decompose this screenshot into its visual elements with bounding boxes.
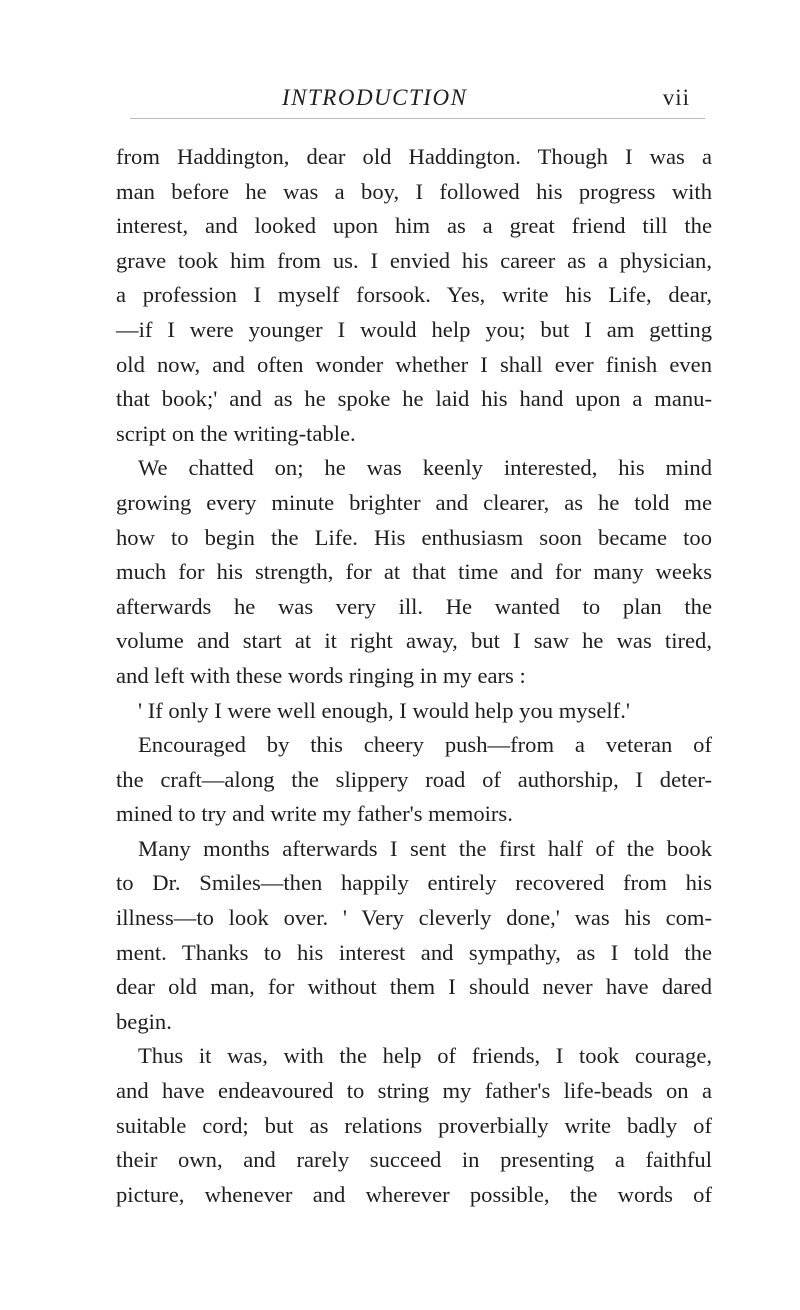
text-line: suitable cord; but as relations proverbially write badly of [116,1112,712,1138]
text-line: volume and start at it right away, but I saw he was tired, [116,628,712,654]
text-line: old now, and often wonder whether I shall ever finish even [116,351,712,377]
text-line: that book;' and as he spoke he laid his hand upon a manu- [116,386,712,412]
text-line: the craft—along the slippery road of authorship, I deter- [116,766,712,792]
text-line: illness—to look over. ' Very cleverly done,' was his com- [116,905,712,931]
text-line: to Dr. Smiles—then happily entirely recovered from his [116,870,712,896]
text-line: Many months afterwards I sent the first half of the book [138,835,712,861]
text-line: We chatted on; he was keenly interested, his mind [138,455,712,481]
text-line: dear old man, for without them I should never have dared [116,974,712,1000]
text-line: mined to try and write my father's memoirs. [116,801,513,827]
text-line: and left with these words ringing in my ears : [116,662,526,688]
text-line: growing every minute brighter and clearer, as he told me [116,489,712,515]
running-head-title: INTRODUCTION [282,85,468,110]
text-line: man before he was a boy, I followed his progress with [116,178,712,204]
text-line: how to begin the Life. His enthusiasm soon became too [116,524,712,550]
text-line: —if I were younger I would help you; but I am getting [116,316,712,342]
text-line: begin. [116,1008,172,1034]
text-line: from Haddington, dear old Haddington. Though I was a [116,144,712,169]
text-line: ment. Thanks to his interest and sympathy, as I told the [116,939,712,965]
text-line: ' If only I were well enough, I would help you myself.' [138,697,630,723]
text-line: and have endeavoured to string my father's life-beads on a [116,1078,712,1104]
running-head [110,78,710,118]
text-line: afterwards he was very ill. He wanted to plan the [116,593,712,619]
page-number: vii [662,85,690,110]
text-line: script on the writing-table. [116,420,356,446]
header-rule [130,118,705,119]
text-line: grave took him from us. I envied his career as a physician, [116,247,712,273]
text-line: Encouraged by this cheery push—from a veteran of [138,732,712,758]
text-line: interest, and looked upon him as a great friend till the [116,213,712,239]
text-line: picture, whenever and wherever possible, the words of [116,1181,712,1207]
body-text [116,140,712,1212]
text-line: Thus it was, with the help of friends, I took courage, [138,1043,712,1069]
text-line: much for his strength, for at that time and for many weeks [116,559,712,585]
text-line: a profession I myself forsook. Yes, write his Life, dear, [116,282,712,308]
text-line: their own, and rarely succeed in presenting a faithful [116,1147,712,1173]
